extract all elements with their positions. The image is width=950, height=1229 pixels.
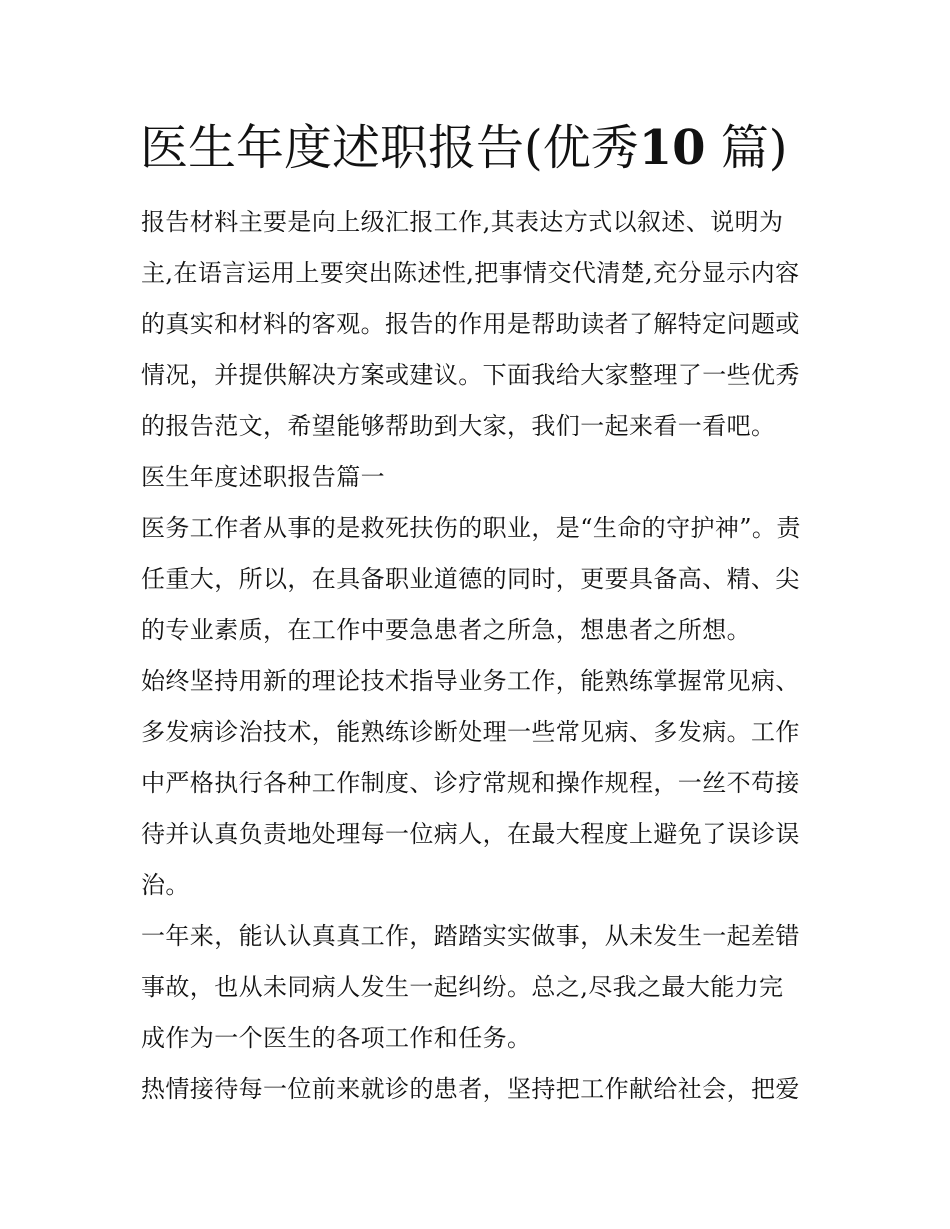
- body-line: 始终坚持用新的理论技术指导业务工作，能熟练掌握常见病、: [141, 667, 800, 695]
- body-line: 热情接待每一位前来就诊的患者，坚持把工作献给社会，把爱: [141, 1075, 800, 1103]
- intro-line: 的报告范文，希望能够帮助到大家，我们一起来看一看吧。: [141, 412, 776, 440]
- title-number: 10: [638, 120, 706, 176]
- intro-line: 报告材料主要是向上级汇报工作,其表达方式以叙述、说明为: [141, 208, 784, 236]
- title-text-suffix: 篇): [705, 120, 788, 176]
- intro-line: 情况，并提供解决方案或建议。下面我给大家整理了一些优秀: [141, 361, 800, 389]
- title-text-prefix: 医生年度述职报告(优秀: [140, 120, 639, 176]
- body-line: 医务工作者从事的是救死扶伤的职业，是“生命的守护神”。责: [141, 514, 801, 542]
- body-line: 中严格执行各种工作制度、诊疗常规和操作规程，一丝不苟接: [141, 769, 800, 797]
- body-line: 任重大，所以，在具备职业道德的同时，更要具备高、精、尖: [141, 565, 800, 593]
- body-line: 多发病诊治技术，能熟练诊断处理一些常见病、多发病。工作: [141, 718, 800, 746]
- body-line: 事故，也从未同病人发生一起纠纷。总之,尽我之最大能力完: [141, 973, 784, 1001]
- body-line: 治。: [141, 871, 190, 899]
- body-line: 待并认真负责地处理每一位病人，在最大程度上避免了误诊误: [141, 820, 800, 848]
- body-line: 一年来，能认认真真工作，踏踏实实做事，从未发生一起差错: [141, 922, 800, 950]
- body-line: 的专业素质，在工作中要急患者之所急，想患者之所想。: [141, 616, 751, 644]
- section-heading: 医生年度述职报告篇一: [141, 463, 385, 491]
- body-line: 成作为一个医生的各项工作和任务。: [141, 1024, 532, 1052]
- intro-line: 的真实和材料的客观。报告的作用是帮助读者了解特定问题或: [141, 310, 800, 338]
- intro-line: 主,在语言运用上要突出陈述性,把事情交代清楚,充分显示内容: [141, 259, 800, 287]
- document-title: [140, 112, 860, 184]
